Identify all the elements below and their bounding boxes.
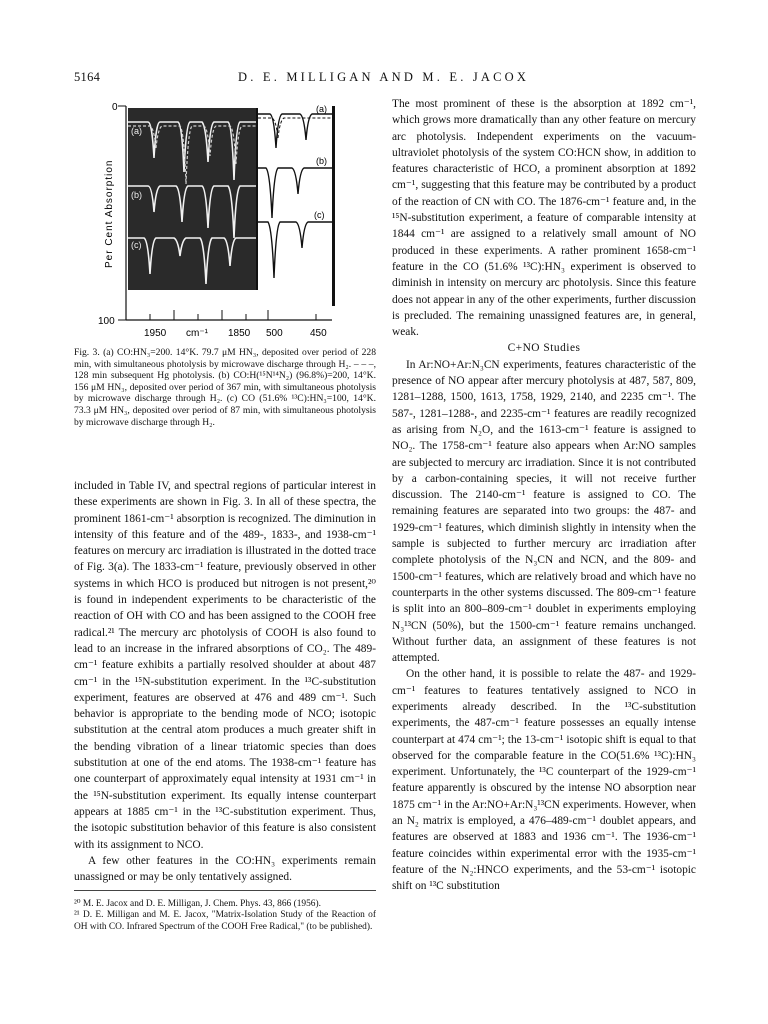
right-paragraph-2: In Ar:NO+Ar:N₃CN experiments, features characteristic of the presence of NO appear after mercury photolysis at 487, 587, 809, 1281–1288, 1500, 1613, 1758, 1929, 2140, and 2235 cm⁻¹. The 587-, 1281–1288-, and 2235-cm⁻¹ features are readily recognized as arising from N₂O, and the 1613-cm⁻¹ feature is assigned to NO₂. The 1758-cm⁻¹ feature also appears when Ar:NO samples are subjected to mercury arc irradiation. Since it is not contributed by a carbon-containing species, it will not receive further discussion. The 2140-cm⁻¹ feature is assigned to CO. The remaining features are separated into two groups: the 487- and 1929-cm⁻¹ features, which diminish slightly in intensity when the sample is subjected to further mercury arc irradiation after complete photolysis of the N₃CN and NCN, and the 809- and 1500-cm⁻¹ features, which are relatively broad and which have no counterparts in the other systems discussed. The 809-cm⁻¹ feature is split into an 800–809-cm⁻¹ doublet in experiments employing N₃¹³CN (50%), but the 1500-cm⁻¹ feature remains unchanged. Without further data, an assignment of these features is not attempted. — [392, 358, 696, 665]
figure-3 — [88, 98, 350, 344]
left-paragraph-2: A few other features in the CO:HN₃ experiments remain unassigned or may be only tentatively assigned. — [74, 854, 376, 884]
trace-label-left-a: (a) — [131, 126, 142, 136]
right-paragraph-3: On the other hand, it is possible to relate the 487- and 1929-cm⁻¹ features to features tentatively assigned to NCO in experiments already described. In the ¹³C-substitution experiments, the 487-cm⁻¹ feature possesses an equally intense counterpart at 474 cm⁻¹; the 13-cm⁻¹ isotopic shift is equal to that observed for the comparable feature in the CO(51.6% ¹³C):HN₃ experiment. Unfortunately, the ¹³C counterpart of the 1929-cm⁻¹ feature apparently is obscured by the intense NO absorption near 1875 cm⁻¹ in the Ar:NO+Ar:N₃¹³CN experiments. However, when an N₂ matrix is employed, a 476–489-cm⁻¹ doublet appears, and features are observed at 1883 and 1936 cm⁻¹. The 1936-cm⁻¹ feature coincides within experimental error with the 1935-cm⁻¹ feature of the N₂:HNCO experiments, and the 53-cm⁻¹ isotopic shift on ¹³C substitution — [392, 668, 696, 893]
x-tick-unit: cm⁻¹ — [186, 328, 208, 339]
trace-label-left-b: (b) — [131, 190, 142, 200]
footnote-21: ²¹ D. E. Milligan and M. E. Jacox, "Matrix-Isolation Study of the Reaction of OH with CO. Infrared Spectrum of the COOH Free Radical," (to be published). — [74, 910, 376, 932]
trace-label-left-c: (c) — [131, 240, 142, 250]
footnotes — [74, 899, 376, 933]
trace-label-right-a: (a) — [316, 104, 327, 114]
x-tick-450: 450 — [310, 328, 327, 339]
trace-label-right-c: (c) — [314, 210, 325, 220]
left-paragraph-1: included in Table IV, and spectral regions of particular interest in these experiments are shown in Fig. 3. In all of these spectra, the prominent 1861-cm⁻¹ absorption is recognized. The diminution in intensity of this feature and of the 489-, 1833-, and 1938-cm⁻¹ features on mercury arc irradiation is illustrated in the dotted trace of Fig. 3(a). The 1833-cm⁻¹ feature, previously observed in other systems in which HCO is produced but nitrogen is not present,²⁰ is found in independent experiments to be characteristic of the reaction of OH with CO and has been assigned to the COOH free radical.²¹ The mercury arc photolysis of COOH is also found to lead to an increase in the infrared absorptions of CO₂. The 489-cm⁻¹ feature exhibits a partially resolved shoulder at about 487 cm⁻¹ in the ¹⁵N-substitution experiment. In the ¹³C-substitution experiment, features are observed at 476 and 489 cm⁻¹. Such behavior is appropriate to the bending mode of NCO; isotopic substitution at the central atom produces a much greater shift in the bending vibration of a linear triatomic species than does substitution at one of the end atoms. The 1938-cm⁻¹ feature has one counterpart of approximately equal intensity at 1931 cm⁻¹ in the ¹⁵N-substitution experiment. Its equally intense counterpart appears at 1885 cm⁻¹ in the ¹³C-substitution experiment. Thus, the isotopic substitution behavior of this feature is also consistent with its assignment to NCO. — [74, 480, 376, 851]
trace-label-right-b: (b) — [316, 156, 327, 166]
x-tick-1850: 1850 — [228, 328, 251, 339]
footnote-rule — [74, 890, 376, 891]
y-axis-top-label: 0 — [112, 102, 118, 113]
figure-caption: Fig. 3. (a) CO:HN₃=200. 14°K. 79.7 μM HN₃, deposited over period of 228 min, with simultaneous photolysis by microwave discharge through H₂. – – –, 128 min subsequent Hg photolysis. (b) CO:H(¹⁵N¹⁴N₂) (96.8%)=200, 14°K. 156 μM HN₃, deposited over period of 367 min, with simultaneous photolysis by microwave discharge through H₂. (c) CO (51.6% ¹³C):HN₃=100, 14°K. 73.3 μM HN₃, deposited over period of 87 min, with simultaneous photolysis by microwave discharge through H₂. — [74, 347, 376, 428]
page-number: 5164 — [74, 70, 101, 84]
spectrum-plot — [88, 98, 350, 344]
left-column — [74, 478, 376, 885]
x-tick-1950: 1950 — [144, 328, 167, 339]
running-header: D. E. MILLIGAN AND M. E. JACOX — [238, 70, 530, 84]
right-paragraph-1: The most prominent of these is the absorption at 1892 cm⁻¹, which grows more dramatically than any other feature on mercury arc photolysis. Independent experiments on the vacuum-ultraviolet photolysis of the system CO:HCN show, in addition to features characteristic of HCO, a prominent absorption at 1892 cm⁻¹, suggesting that this feature may be contributed by a product of the reaction of CN with CO. The 1876-cm⁻¹ feature and, in the ¹⁵N-substitution experiment, a feature of comparable intensity at 1844 cm⁻¹ are assigned to a relatively small amount of NO produced in these experiments. A rather prominent 1658-cm⁻¹ feature in the CO (51.6% ¹³C):HN₃ experiment is observed to diminish in intensity on mercury arc photolysis. Since this feature does not appear in any of the other experiments, further discussion is precluded. The remaining unassigned features are, in general, weak. — [392, 98, 696, 339]
y-axis-label: Per Cent Absorption — [104, 159, 115, 268]
x-tick-500: 500 — [266, 328, 283, 339]
footnote-20: ²⁰ M. E. Jacox and D. E. Milligan, J. Chem. Phys. 43, 866 (1956). — [74, 899, 321, 909]
section-heading: C+NO Studies — [507, 342, 581, 355]
y-axis-bottom-label: 100 — [98, 316, 115, 327]
right-column — [392, 96, 696, 895]
